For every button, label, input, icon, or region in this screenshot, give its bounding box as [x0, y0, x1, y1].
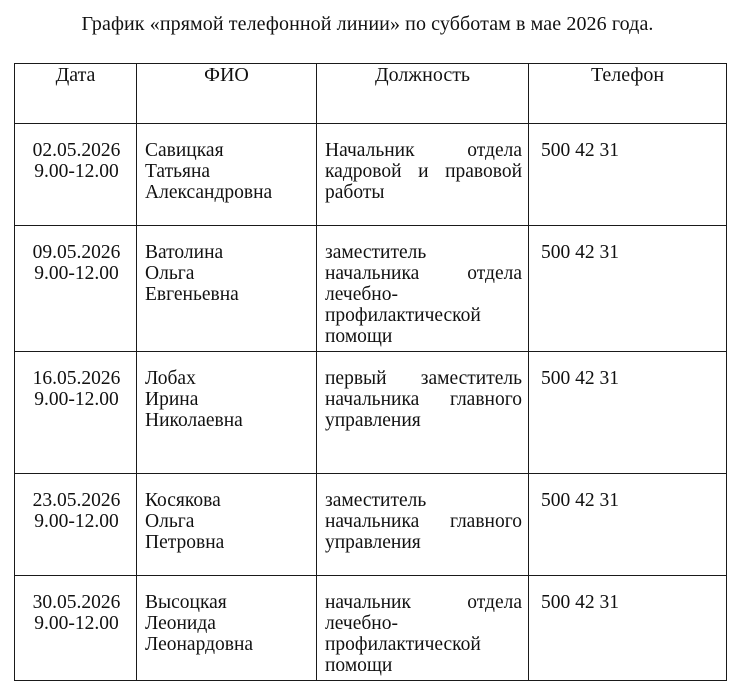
position-text: заместитель начальника отдела лечебно-профилактической помощи [325, 242, 522, 347]
column-header-date: Дата [15, 64, 137, 124]
position-text: первый заместитель начальника главного управления [325, 368, 522, 431]
table-row [15, 226, 727, 352]
phone-number: 500 42 31 [541, 242, 619, 263]
phone-cell [529, 124, 727, 226]
table-row [15, 576, 727, 681]
name-cell [137, 226, 317, 352]
duty-date: 02.05.2026 [32, 140, 121, 161]
duty-time: 9.00-12.00 [34, 263, 119, 284]
table-row [15, 474, 727, 576]
duty-date: 30.05.2026 [32, 592, 121, 613]
first-name: Татьяна [145, 161, 211, 182]
surname: Косякова [145, 490, 221, 511]
name-cell [137, 576, 317, 681]
patronymic: Евгеньевна [145, 284, 239, 305]
date-cell [15, 474, 137, 576]
position-text: Начальник отдела кадровой и правовой работы [325, 140, 522, 203]
date-cell [15, 124, 137, 226]
phone-number: 500 42 31 [541, 490, 619, 511]
patronymic: Николаевна [145, 410, 243, 431]
position-cell [317, 124, 529, 226]
first-name: Ольга [145, 511, 195, 532]
document-title: График «прямой телефонной линии» по субботам в мае 2026 года. [81, 13, 654, 35]
surname: Лобах [145, 368, 196, 389]
column-header-position: Должность [317, 64, 529, 124]
surname: Высоцкая [145, 592, 227, 613]
first-name: Ольга [145, 263, 195, 284]
column-header-name: ФИО [137, 64, 317, 124]
phone-cell [529, 576, 727, 681]
first-name: Ирина [145, 389, 199, 410]
duty-date: 09.05.2026 [32, 242, 121, 263]
date-cell [15, 576, 137, 681]
first-name: Леонида [145, 613, 216, 634]
name-cell [137, 352, 317, 474]
position-cell [317, 352, 529, 474]
column-header-phone: Телефон [529, 64, 727, 124]
phone-cell [529, 474, 727, 576]
duty-date: 16.05.2026 [32, 368, 121, 389]
duty-time: 9.00-12.00 [34, 511, 119, 532]
position-cell [317, 576, 529, 681]
position-cell [317, 226, 529, 352]
patronymic: Александровна [145, 182, 273, 203]
phone-number: 500 42 31 [541, 592, 619, 613]
surname: Савицкая [145, 140, 224, 161]
phone-number: 500 42 31 [541, 368, 619, 389]
table-row [15, 124, 727, 226]
name-cell [137, 474, 317, 576]
surname: Ватолина [145, 242, 224, 263]
duty-time: 9.00-12.00 [34, 389, 119, 410]
date-cell [15, 226, 137, 352]
table-header-row [15, 64, 727, 124]
patronymic: Петровна [145, 532, 225, 553]
schedule-table [14, 63, 727, 681]
position-text: начальник отдела лечебно-профилактической помощи [325, 592, 522, 676]
duty-time: 9.00-12.00 [34, 161, 119, 182]
phone-cell [529, 226, 727, 352]
position-cell [317, 474, 529, 576]
phone-cell [529, 352, 727, 474]
duty-date: 23.05.2026 [32, 490, 121, 511]
name-cell [137, 124, 317, 226]
date-cell [15, 352, 137, 474]
table-row [15, 352, 727, 474]
phone-number: 500 42 31 [541, 140, 619, 161]
position-text: заместитель начальника главного управления [325, 490, 522, 553]
duty-time: 9.00-12.00 [34, 613, 119, 634]
patronymic: Леонардовна [145, 634, 254, 655]
